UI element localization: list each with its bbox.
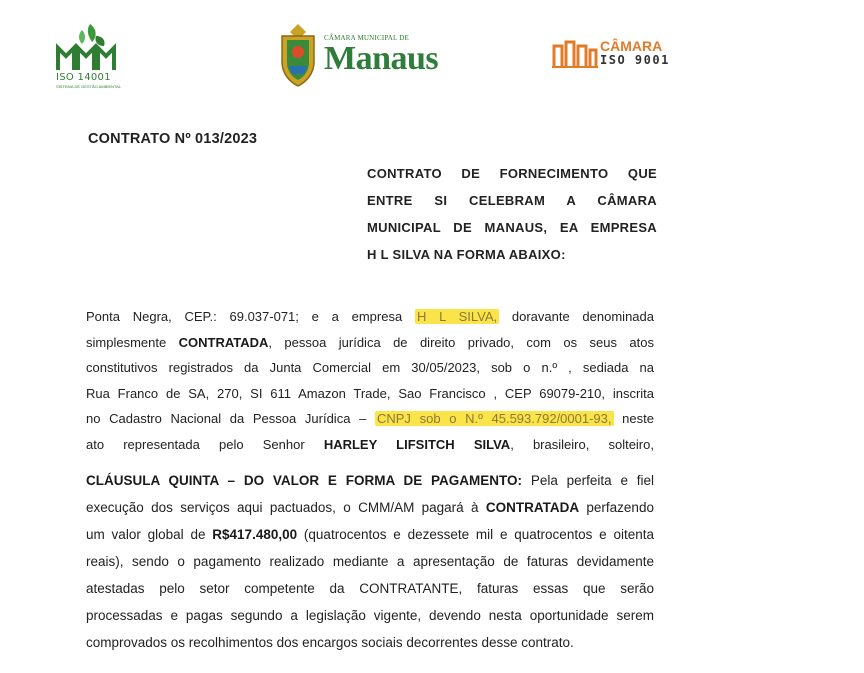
text-span: Ponta Negra, CEP.: 69.037-071; e a empresa <box>86 309 403 324</box>
camara-manaus-logo <box>276 22 466 88</box>
paragraph-line: reais), sendo o pagamento realizado mediante a apresentação de faturas devidamente <box>86 554 654 569</box>
text-span: perfazendo <box>586 500 654 515</box>
camara-label: CÂMARA <box>600 38 663 54</box>
text-span: doravante denominada <box>511 309 654 324</box>
paragraph-line <box>86 521 654 548</box>
building-icon <box>552 38 598 68</box>
text-span: simplesmente <box>86 334 167 350</box>
text-span: , brasileiro, solteiro, <box>510 436 654 452</box>
iso-sub-label: SISTEMA DE GESTÃO AMBIENTAL <box>56 84 122 89</box>
contracted-party-paragraph <box>86 304 654 457</box>
text-span: neste <box>622 411 654 426</box>
paragraph-line <box>86 467 654 494</box>
summary-line: CONTRATO DE FORNECIMENTO QUE <box>367 166 657 181</box>
clause-heading: CLÁUSULA QUINTA – DO VALOR E FORMA DE PAGAMENTO: <box>86 473 523 488</box>
paragraph-line <box>86 304 654 330</box>
text-span: no Cadastro Nacional da Pessoa Jurídica – <box>86 411 367 426</box>
text-span: Pela perfeita e fiel <box>530 473 654 488</box>
contract-title: CONTRATO Nº 013/2023 <box>88 131 258 147</box>
cmm-iso14001-logo <box>52 22 122 92</box>
paragraph-line <box>86 406 654 432</box>
paragraph-line: comprovados os recolhimentos dos encargos sociais decorrentes desse contrato. <box>86 635 574 650</box>
paragraph-line: constitutivos registrados da Junta Comercial em 30/05/2023, sob o n.º , sediada na <box>86 360 654 375</box>
text-span: ato representada pelo Senhor <box>86 436 305 452</box>
contract-summary <box>367 160 657 268</box>
paragraph-line: atestadas pelo setor competente da CONTRATANTE, faturas essas que serão <box>86 581 654 596</box>
coat-of-arms-icon <box>276 22 320 88</box>
text-span: , pessoa jurídica de direito privado, com os seus atos <box>268 334 654 350</box>
representative-name: HARLEY LIFSITCH SILVA <box>323 436 511 452</box>
paragraph-line <box>86 494 654 521</box>
paragraph-line <box>86 330 654 356</box>
highlighted-cnpj: CNPJ sob o N.º 45.593.792/0001-93, <box>376 411 612 426</box>
bold-term: CONTRATADA <box>485 500 580 515</box>
clause-five-paragraph <box>86 467 654 656</box>
leaf-icon <box>52 22 122 74</box>
summary-line: MUNICIPAL DE MANAUS, EA EMPRESA <box>367 220 657 235</box>
bold-term: CONTRATADA <box>178 334 269 350</box>
text-span: execução dos serviços aqui pactuados, o CMM/AM pagará à <box>86 500 479 515</box>
paragraph-line: Rua Franco de SA, 270, SI 611 Amazon Trade, Sao Francisco , CEP 69079-210, inscrita <box>86 385 654 401</box>
text-span: um valor global de <box>86 527 206 542</box>
manaus-wordmark: Manaus <box>324 40 439 77</box>
paragraph-line: processadas e pagas segundo a legislação vigente, devendo nesta oportunidade serem <box>86 608 654 623</box>
summary-line: ENTRE SI CELEBRAM A CÂMARA <box>367 193 657 208</box>
paragraph-line <box>86 432 654 458</box>
summary-line: H L SILVA NA FORMA ABAIXO: <box>367 247 566 262</box>
iso-14001-label: ISO 14001 <box>56 72 111 83</box>
highlighted-company-name: H L SILVA, <box>416 309 498 324</box>
text-span: (quatrocentos e dezessete mil e quatrocentos e oitenta <box>303 527 654 542</box>
contract-value: R$417.480,00 <box>212 527 298 542</box>
iso-9001-label: ISO 9001 <box>600 53 670 67</box>
camara-iso9001-logo <box>552 38 677 70</box>
camara-small-label: CÂMARA MUNICIPAL DE <box>324 34 409 42</box>
